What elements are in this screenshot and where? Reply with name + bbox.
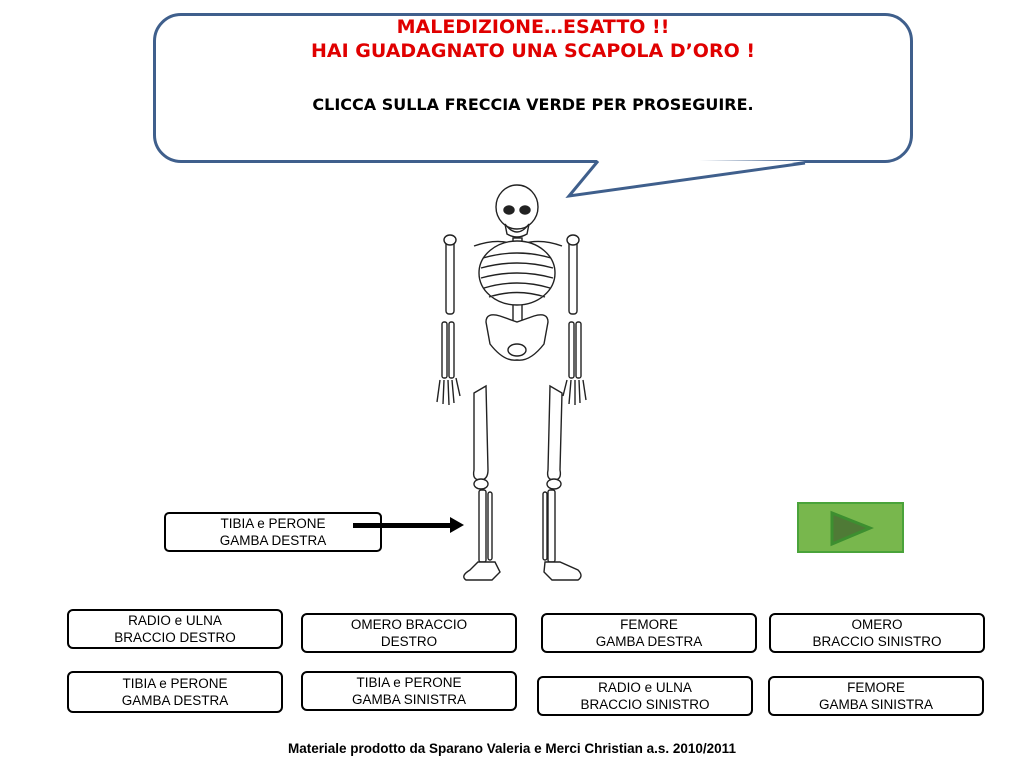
option-label-line1: OMERO — [851, 617, 903, 632]
option-label-line2: GAMBA DESTRA — [595, 634, 703, 649]
option-label-line2: GAMBA DESTRA — [121, 693, 229, 708]
instruction-text: CLICCA SULLA FRECCIA VERDE PER PROSEGUIRE. — [312, 95, 754, 114]
option-omero-braccio-sinistro[interactable] — [769, 613, 985, 653]
feedback-headline: MALEDIZIONE…ESATTO !! — [396, 16, 670, 38]
option-radio-ulna-braccio-sinistro[interactable] — [537, 676, 753, 716]
current-bone-label — [164, 512, 382, 552]
option-label-line2: DESTRO — [380, 634, 438, 649]
option-tibia-perone-gamba-destra[interactable] — [67, 671, 283, 713]
pointer-arrow-line — [353, 523, 453, 528]
speech-bubble-text — [153, 13, 913, 115]
option-femore-gamba-sinistra[interactable] — [768, 676, 984, 716]
option-label-line1: RADIO e ULNA — [598, 680, 692, 695]
current-bone-label-line1: TIBIA e PERONE — [220, 516, 326, 531]
current-bone-label-line2: GAMBA DESTRA — [219, 533, 327, 548]
option-femore-gamba-destra[interactable] — [541, 613, 757, 653]
reward-message: HAI GUADAGNATO UNA SCAPOLA D’ORO ! — [310, 40, 756, 62]
pointer-arrow-head — [450, 517, 464, 533]
option-label-line2: GAMBA SINISTRA — [351, 692, 467, 707]
option-label-line2: GAMBA SINISTRA — [818, 697, 934, 712]
option-tibia-perone-gamba-sinistra[interactable] — [301, 671, 517, 711]
option-label-line2: BRACCIO DESTRO — [114, 630, 236, 645]
option-label-line1: TIBIA e PERONE — [122, 676, 228, 691]
option-label-line1: FEMORE — [620, 617, 678, 632]
option-label-line1: OMERO BRACCIO — [350, 617, 468, 632]
footer-credits: Materiale prodotto da Sparano Valeria e Merci Christian a.s. 2010/2011 — [288, 741, 736, 756]
option-label-line1: FEMORE — [847, 680, 905, 695]
option-label-line1: RADIO e ULNA — [128, 613, 222, 628]
option-label-line1: TIBIA e PERONE — [356, 675, 462, 690]
option-radio-ulna-braccio-destro[interactable] — [67, 609, 283, 649]
option-omero-braccio-destro[interactable] — [301, 613, 517, 653]
next-button[interactable] — [797, 502, 904, 553]
option-label-line2: BRACCIO SINISTRO — [812, 634, 942, 649]
option-label-line2: BRACCIO SINISTRO — [580, 697, 710, 712]
play-triangle-icon — [799, 504, 902, 551]
